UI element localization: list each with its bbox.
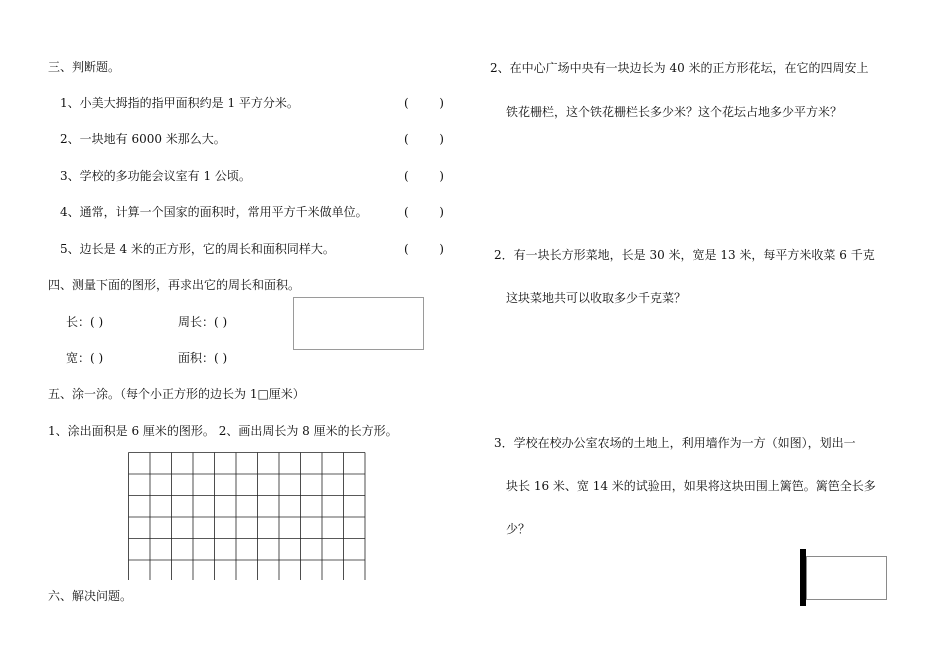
section4-title: 四、测量下面的图形，再求出它的周长和面积。 xyxy=(48,278,301,292)
width-blank[interactable]: 宽：( ) xyxy=(66,351,104,365)
question-2b-line-1: 2．有一块长方形菜地，长是 30 米，宽是 13 米，每平方米收菜 6 千克 xyxy=(494,248,875,262)
section3-title: 三、判断题。 xyxy=(48,60,121,74)
judgment-item-5: 5、边长是 4 米的正方形，它的周长和面积同样大。 xyxy=(60,242,335,256)
judgment-answer-2[interactable]: ( ) xyxy=(404,132,444,146)
question-3-line-2: 块长 16 米、宽 14 米的试验田，如果将这块田围上篱笆。篱笆全长多 xyxy=(506,479,876,493)
judgment-answer-1[interactable]: ( ) xyxy=(404,96,444,110)
question-3-line-1: 3．学校在校办公室农场的土地上，利用墙作为一方（如图），划出一 xyxy=(494,436,856,450)
question-2-line-2: 铁花栅栏，这个铁花栅栏长多少米？这个花坛占地多少平方米？ xyxy=(506,105,843,119)
judgment-answer-4[interactable]: ( ) xyxy=(404,205,444,219)
judgment-item-2: 2、一块地有 6000 米那么大。 xyxy=(60,132,226,146)
judgment-item-3: 3、学校的多功能会议室有 1 公顷。 xyxy=(60,169,251,183)
drawing-grid[interactable] xyxy=(128,452,366,580)
section6-title: 六、解决问题。 xyxy=(48,589,133,603)
question-2-line-1: 2、在中心广场中央有一块边长为 40 米的正方形花坛，在它的四周安上 xyxy=(490,61,869,75)
length-blank[interactable]: 长：( ) xyxy=(66,315,104,329)
judgment-answer-3[interactable]: ( ) xyxy=(404,169,444,183)
judgment-answer-5[interactable]: ( ) xyxy=(404,242,444,256)
section5-tasks: 1、涂出面积是 6 厘米的图形。 2、画出周长为 8 厘米的长方形。 xyxy=(48,424,398,438)
perimeter-blank[interactable]: 周长：( ) xyxy=(178,315,228,329)
judgment-item-1: 1、小美大拇指的指甲面积约是 1 平方分米。 xyxy=(60,96,299,110)
question-3-line-3: 少？ xyxy=(506,522,531,536)
measure-rectangle xyxy=(293,297,424,350)
section5-title: 五、涂一涂。（每个小正方形的边长为 1□厘米） xyxy=(48,387,305,401)
question-2b-line-2: 这块菜地共可以收取多少千克菜？ xyxy=(506,291,687,305)
area-blank[interactable]: 面积：( ) xyxy=(178,351,228,365)
field-figure xyxy=(806,556,887,600)
judgment-item-4: 4、通常，计算一个国家的面积时，常用平方千米做单位。 xyxy=(60,205,368,219)
